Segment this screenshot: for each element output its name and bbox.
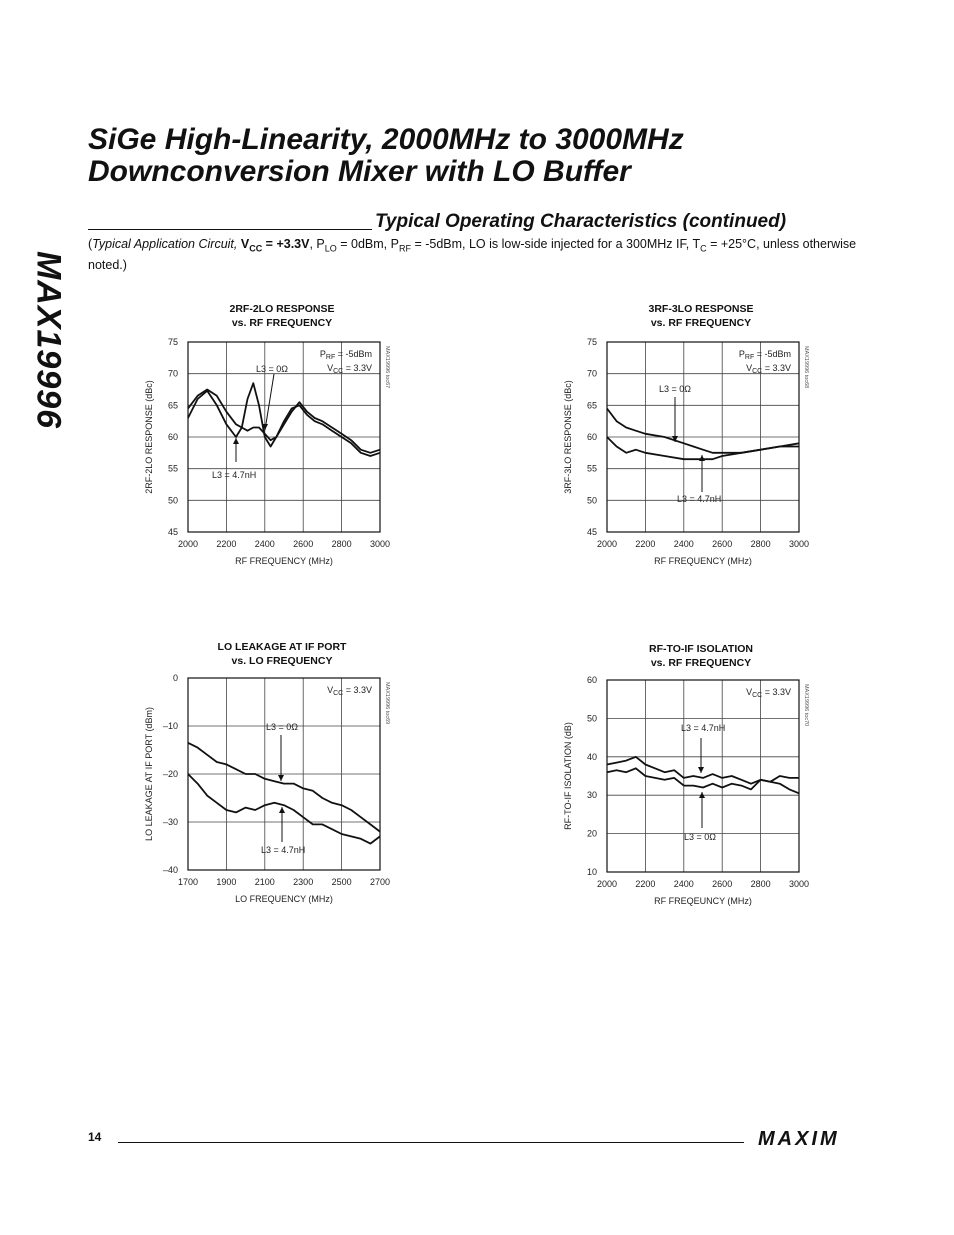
- cond-prf-value: = -5dBm, LO is low-side injected for a 300MHz IF, T: [410, 237, 701, 251]
- x-axis-label: RF FREQEUNCY (MHz): [654, 896, 752, 906]
- x-tick-label: 1700: [177, 877, 199, 887]
- x-axis-label: LO FREQUENCY (MHz): [235, 894, 333, 904]
- x-tick-label: 2600: [293, 539, 314, 549]
- x-tick-label: 3000: [788, 539, 810, 549]
- x-tick-label: 2200: [635, 879, 656, 889]
- cond-plo: , P: [309, 237, 325, 251]
- cond-v-sub: CC: [249, 243, 263, 254]
- x-tick-label: 1900: [216, 877, 237, 887]
- y-tick-label: 50: [167, 495, 178, 506]
- x-tick-label: 3000: [369, 539, 391, 549]
- y-tick-label: 45: [167, 527, 178, 537]
- chart-title-line1: 2RF-2LO RESPONSE: [229, 303, 335, 315]
- y-axis-label: LO LEAKAGE AT IF PORT (dBm): [144, 707, 154, 841]
- y-tick-label: 45: [586, 527, 597, 537]
- figure-code: MAX19996 toc69: [384, 682, 390, 725]
- x-tick-label: 2500: [331, 877, 352, 887]
- cond-tail: = +25°C, unless otherwise noted.): [88, 237, 857, 272]
- annotation-label: L3 = 0Ω: [256, 364, 289, 374]
- section-rule: [88, 229, 372, 230]
- figure-code: MAX19996 toc68: [803, 346, 809, 389]
- y-tick-label: 40: [586, 751, 597, 762]
- cond-prf-sub: RF: [398, 243, 411, 254]
- footer-rule: [118, 1142, 744, 1143]
- y-tick-label: 50: [586, 495, 597, 506]
- x-tick-label: 2000: [596, 879, 618, 889]
- annotation-label: L3 = 0Ω: [684, 832, 717, 842]
- figure-code: MAX19996 toc70: [803, 684, 809, 727]
- cond-tc-sub: C: [700, 243, 707, 254]
- y-tick-label: 55: [586, 463, 597, 474]
- legend-entry: $V_{CC} = 3.3V$: [746, 687, 791, 699]
- x-tick-label: 2800: [331, 539, 352, 549]
- y-tick-label: 60: [586, 675, 597, 685]
- document-title: [88, 124, 928, 188]
- y-tick-label: 0: [172, 673, 178, 683]
- x-tick-label: 2400: [673, 539, 694, 549]
- y-tick-label: 30: [586, 790, 597, 801]
- cond-plo-sub: LO: [324, 243, 337, 254]
- y-tick-label: –30: [162, 817, 178, 827]
- y-axis-label: 2RF-2LO RESPONSE (dBc): [144, 380, 154, 494]
- chart-title-line2: vs. RF FREQUENCY: [650, 657, 752, 669]
- arrow-head: [698, 767, 704, 773]
- series-line-0: [188, 743, 380, 832]
- chart-3rf-3lo-response: [559, 302, 859, 572]
- chart-title-line1: 3RF-3LO RESPONSE: [648, 303, 754, 315]
- chart-lo-leakage: [140, 640, 440, 910]
- figure-code: MAX19996 toc67: [384, 346, 390, 389]
- y-tick-label: 65: [167, 400, 178, 411]
- x-axis-label: RF FREQUENCY (MHz): [654, 556, 752, 566]
- cond-plo-value: = 0dBm, P: [336, 237, 399, 251]
- x-tick-label: 2800: [750, 539, 771, 549]
- annotation-label: L3 = 4.7nH: [261, 845, 306, 855]
- cond-open: (: [88, 237, 93, 251]
- y-axis-label: 3RF-3LO RESPONSE (dBc): [563, 380, 573, 494]
- legend-entry: $V_{CC} = 3.3V$: [327, 363, 372, 375]
- chart-2rf-2lo-response: [140, 302, 440, 572]
- chart-title-line2: vs. LO FREQUENCY: [231, 655, 333, 667]
- legend-entry: $V_{CC} = 3.3V$: [746, 363, 791, 375]
- y-tick-label: 75: [586, 337, 597, 347]
- series-line-1: [607, 437, 799, 459]
- x-tick-label: 2800: [750, 879, 771, 889]
- maxim-logo: MAXIM: [758, 1128, 840, 1150]
- x-tick-label: 2300: [293, 877, 314, 887]
- chart-plot: [140, 640, 440, 910]
- chart-plot: [559, 642, 859, 912]
- y-axis-label: RF-TO-IF ISOLATION (dB): [563, 722, 573, 830]
- legend-entry: $P_{RF} = -5dBm$: [738, 349, 791, 361]
- series-line-0: [188, 383, 380, 456]
- arrow-head: [233, 438, 239, 444]
- x-axis-label: RF FREQUENCY (MHz): [235, 556, 333, 566]
- arrow-head: [278, 775, 284, 781]
- section-heading: Typical Operating Characteristics (continued): [375, 211, 787, 232]
- chart-title: [182, 640, 382, 668]
- cond-circuit: Typical Application Circuit,: [92, 237, 238, 251]
- y-tick-label: 10: [586, 867, 597, 877]
- annotation-label: L3 = 4.7nH: [681, 723, 726, 733]
- chart-title: [601, 302, 801, 330]
- chart-title-line2: vs. RF FREQUENCY: [231, 317, 333, 329]
- y-tick-label: 55: [167, 463, 178, 474]
- y-tick-label: 20: [586, 828, 597, 839]
- legend-entry: $P_{RF} = -5dBm$: [319, 349, 372, 361]
- arrow-head: [699, 455, 705, 461]
- annotation-label: L3 = 0Ω: [266, 722, 299, 732]
- x-tick-label: 2600: [712, 879, 733, 889]
- chart-title: [182, 302, 382, 330]
- y-tick-label: 50: [586, 713, 597, 724]
- series-line-0: [607, 757, 799, 784]
- series-line-0: [607, 409, 799, 453]
- x-tick-label: 2400: [673, 879, 694, 889]
- x-tick-label: 2100: [254, 877, 275, 887]
- side-part-number: [18, 210, 78, 470]
- chart-rf-to-if-isolation: [559, 642, 859, 912]
- annotation-label: L3 = 4.7nH: [677, 494, 722, 504]
- x-tick-label: 2200: [635, 539, 656, 549]
- y-tick-label: 75: [167, 337, 178, 347]
- y-tick-label: 70: [586, 368, 597, 379]
- x-tick-label: 2400: [254, 539, 275, 549]
- x-tick-label: 2600: [712, 539, 733, 549]
- chart-title: [601, 642, 801, 670]
- x-tick-label: 2000: [177, 539, 199, 549]
- chart-plot: [559, 302, 859, 572]
- chart-title-line1: RF-TO-IF ISOLATION: [648, 643, 753, 655]
- chart-title-line1: LO LEAKAGE AT IF PORT: [217, 641, 347, 653]
- y-tick-label: 60: [167, 432, 178, 442]
- y-tick-label: –40: [162, 865, 178, 875]
- document-title-line2: Downconversion Mixer with LO Buffer: [88, 155, 631, 188]
- plot-frame: [607, 680, 799, 872]
- annotation-label: L3 = 4.7nH: [212, 470, 257, 480]
- legend-entry: $V_{CC} = 3.3V$: [327, 685, 372, 697]
- annotation-arrow: [265, 374, 274, 430]
- y-tick-label: 65: [586, 400, 597, 411]
- page-number: 14: [88, 1130, 102, 1144]
- annotation-label: L3 = 0Ω: [659, 384, 692, 394]
- cond-v-value: = +3.3V: [262, 237, 310, 251]
- cond-v: V: [240, 237, 250, 251]
- x-tick-label: 2700: [369, 877, 391, 887]
- x-tick-label: 3000: [788, 879, 810, 889]
- y-tick-label: 70: [167, 368, 178, 379]
- y-tick-label: –20: [162, 769, 178, 779]
- test-conditions: [88, 236, 878, 273]
- x-tick-label: 2000: [596, 539, 618, 549]
- y-tick-label: 60: [586, 432, 597, 442]
- y-tick-label: –10: [162, 721, 178, 731]
- chart-title-line2: vs. RF FREQUENCY: [650, 317, 752, 329]
- arrow-head: [279, 807, 285, 813]
- side-part-number-text: MAX19996: [29, 250, 68, 430]
- chart-plot: [140, 302, 440, 572]
- document-title-line1: SiGe High-Linearity, 2000MHz to 3000MHz: [88, 123, 684, 156]
- x-tick-label: 2200: [216, 539, 237, 549]
